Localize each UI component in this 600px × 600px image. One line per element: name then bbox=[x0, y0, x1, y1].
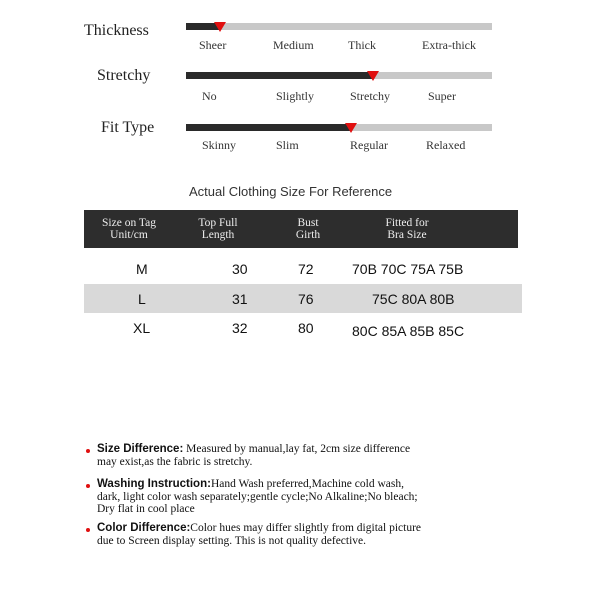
header-bust-girth-line1: Bust bbox=[297, 217, 319, 229]
header-fitted-bra-size-line2: Bra Size bbox=[387, 229, 427, 241]
washing-instruction-line2: dark, light color wash separately;gentle cycle;No Alkaline;No bleach; bbox=[97, 490, 418, 503]
fit-type-scale-fill bbox=[186, 124, 351, 131]
size-difference-bullet-icon bbox=[86, 449, 90, 453]
fit-type-option-slim: Slim bbox=[276, 138, 299, 152]
stretchy-marker-icon bbox=[367, 71, 379, 81]
stretchy-scale-track bbox=[186, 72, 492, 79]
washing-instruction-line3: Dry flat in cool place bbox=[97, 503, 195, 515]
header-top-full-length-line1: Top Full bbox=[198, 217, 238, 229]
header-fitted-bra-size bbox=[360, 217, 454, 241]
table-row-l-length: 31 bbox=[232, 291, 248, 307]
header-fitted-bra-size-line1: Fitted for bbox=[385, 217, 429, 229]
color-difference-bullet-icon bbox=[86, 528, 90, 532]
table-row-m-bust: 72 bbox=[298, 261, 314, 277]
table-row-xl-bra: 80C 85A 85B 85C bbox=[352, 323, 465, 339]
thickness-option-thick: Thick bbox=[348, 38, 376, 52]
header-top-full-length bbox=[178, 217, 258, 241]
size-difference-line1: Measured by manual,lay fat, 2cm size difference bbox=[186, 443, 411, 455]
stretchy-option-slightly: Slightly bbox=[276, 89, 315, 103]
size-table-title: Actual Clothing Size For Reference bbox=[189, 184, 393, 199]
table-row-l-bust: 76 bbox=[298, 291, 314, 307]
thickness-label: Thickness bbox=[84, 22, 149, 39]
header-size-on-tag-line2: Unit/cm bbox=[110, 229, 148, 241]
table-row-xl-size: XL bbox=[133, 320, 151, 336]
color-difference-note bbox=[97, 522, 537, 547]
table-row-xl-length: 32 bbox=[232, 320, 248, 336]
fit-type-option-regular: Regular bbox=[350, 138, 388, 152]
size-table-header bbox=[84, 210, 518, 248]
color-difference-line2: due to Screen display setting. This is not quality defective. bbox=[97, 534, 367, 547]
stretchy-option-super: Super bbox=[428, 89, 456, 103]
stretchy-label: Stretchy bbox=[97, 67, 151, 84]
table-row-m-bra: 70B 70C 75A 75B bbox=[352, 261, 464, 277]
table-row-m-size: M bbox=[136, 261, 148, 277]
size-difference-title: Size Difference: bbox=[97, 443, 184, 455]
header-size-on-tag bbox=[88, 217, 170, 241]
washing-instruction-bullet-icon bbox=[86, 484, 90, 488]
stretchy-option-stretchy: Stretchy bbox=[350, 89, 390, 103]
washing-instruction-title: Washing Instruction: bbox=[97, 478, 211, 490]
color-difference-line1: Color hues may differ slightly from digital picture bbox=[190, 522, 421, 534]
washing-instruction-line1: Hand Wash preferred,Machine cold wash, bbox=[210, 478, 404, 490]
size-difference-line2: may exist,as the fabric is stretchy. bbox=[97, 455, 253, 468]
table-row-xl-bust: 80 bbox=[298, 320, 314, 336]
table-row-l-size: L bbox=[138, 291, 146, 307]
thickness-option-extra-thick: Extra-thick bbox=[422, 38, 476, 52]
header-bust-girth bbox=[278, 217, 338, 241]
header-size-on-tag-line1: Size on Tag bbox=[102, 217, 156, 229]
washing-instruction-note bbox=[97, 478, 537, 516]
fit-type-marker-icon bbox=[345, 123, 357, 133]
fit-type-option-relaxed: Relaxed bbox=[426, 138, 466, 152]
header-top-full-length-line2: Length bbox=[201, 229, 235, 241]
table-row-l-bra: 75C 80A 80B bbox=[372, 291, 455, 307]
thickness-scale-track bbox=[186, 23, 492, 30]
fit-type-scale-track bbox=[186, 124, 492, 131]
fit-type-option-skinny: Skinny bbox=[202, 138, 237, 152]
stretchy-option-no: No bbox=[202, 89, 217, 103]
thickness-option-sheer: Sheer bbox=[199, 38, 227, 52]
header-bust-girth-line2: Girth bbox=[295, 229, 321, 241]
color-difference-title: Color Difference: bbox=[97, 522, 191, 534]
table-row-m-length: 30 bbox=[232, 261, 248, 277]
size-difference-note bbox=[97, 443, 537, 468]
thickness-marker-icon bbox=[214, 22, 226, 32]
fit-type-label: Fit Type bbox=[101, 119, 155, 136]
thickness-option-medium: Medium bbox=[273, 38, 314, 52]
stretchy-scale-fill bbox=[186, 72, 373, 79]
